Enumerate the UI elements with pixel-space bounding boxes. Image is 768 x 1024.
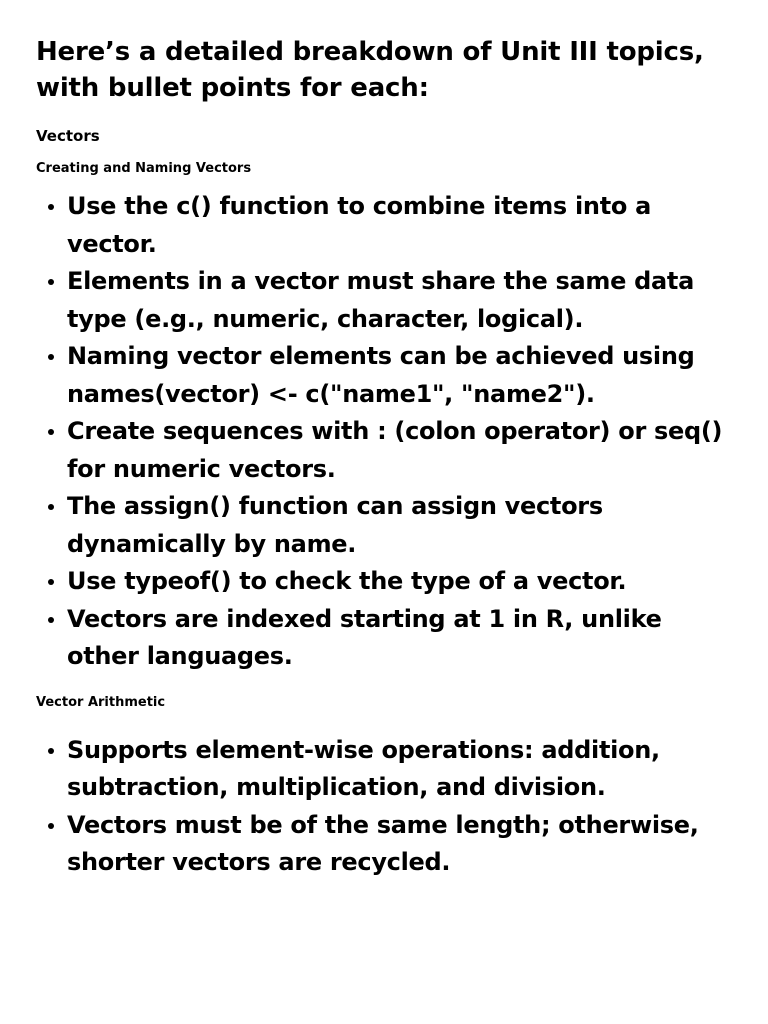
list-item: Vectors must be of the same length; otherwise, shorter vectors are recycled. [36, 807, 732, 882]
list-item: Supports element-wise operations: addition, subtraction, multiplication, and division. [36, 732, 732, 807]
subsection-title-vector-arithmetic: Vector Arithmetic [36, 694, 166, 710]
bullet-list-vector-arithmetic [36, 732, 732, 882]
list-item: Elements in a vector must share the same data type (e.g., numeric, character, logical). [36, 263, 732, 338]
list-item: The assign() function can assign vectors dynamically by name. [36, 488, 732, 563]
bullet-list-creating-naming [36, 188, 732, 676]
list-item: Create sequences with : (colon operator) or seq() for numeric vectors. [36, 413, 732, 488]
list-item: Naming vector elements can be achieved using names(vector) <- c("name1", "name2"). [36, 338, 732, 413]
subsection-title-creating-naming: Creating and Naming Vectors [36, 161, 252, 176]
list-item: Use the c() function to combine items into a vector. [36, 188, 732, 263]
page-heading: Here’s a detailed breakdown of Unit III topics, with bullet points for each: [36, 37, 704, 103]
section-title-vectors: Vectors [36, 127, 100, 145]
list-item: Use typeof() to check the type of a vector. [36, 563, 732, 601]
list-item: Vectors are indexed starting at 1 in R, unlike other languages. [36, 601, 732, 676]
